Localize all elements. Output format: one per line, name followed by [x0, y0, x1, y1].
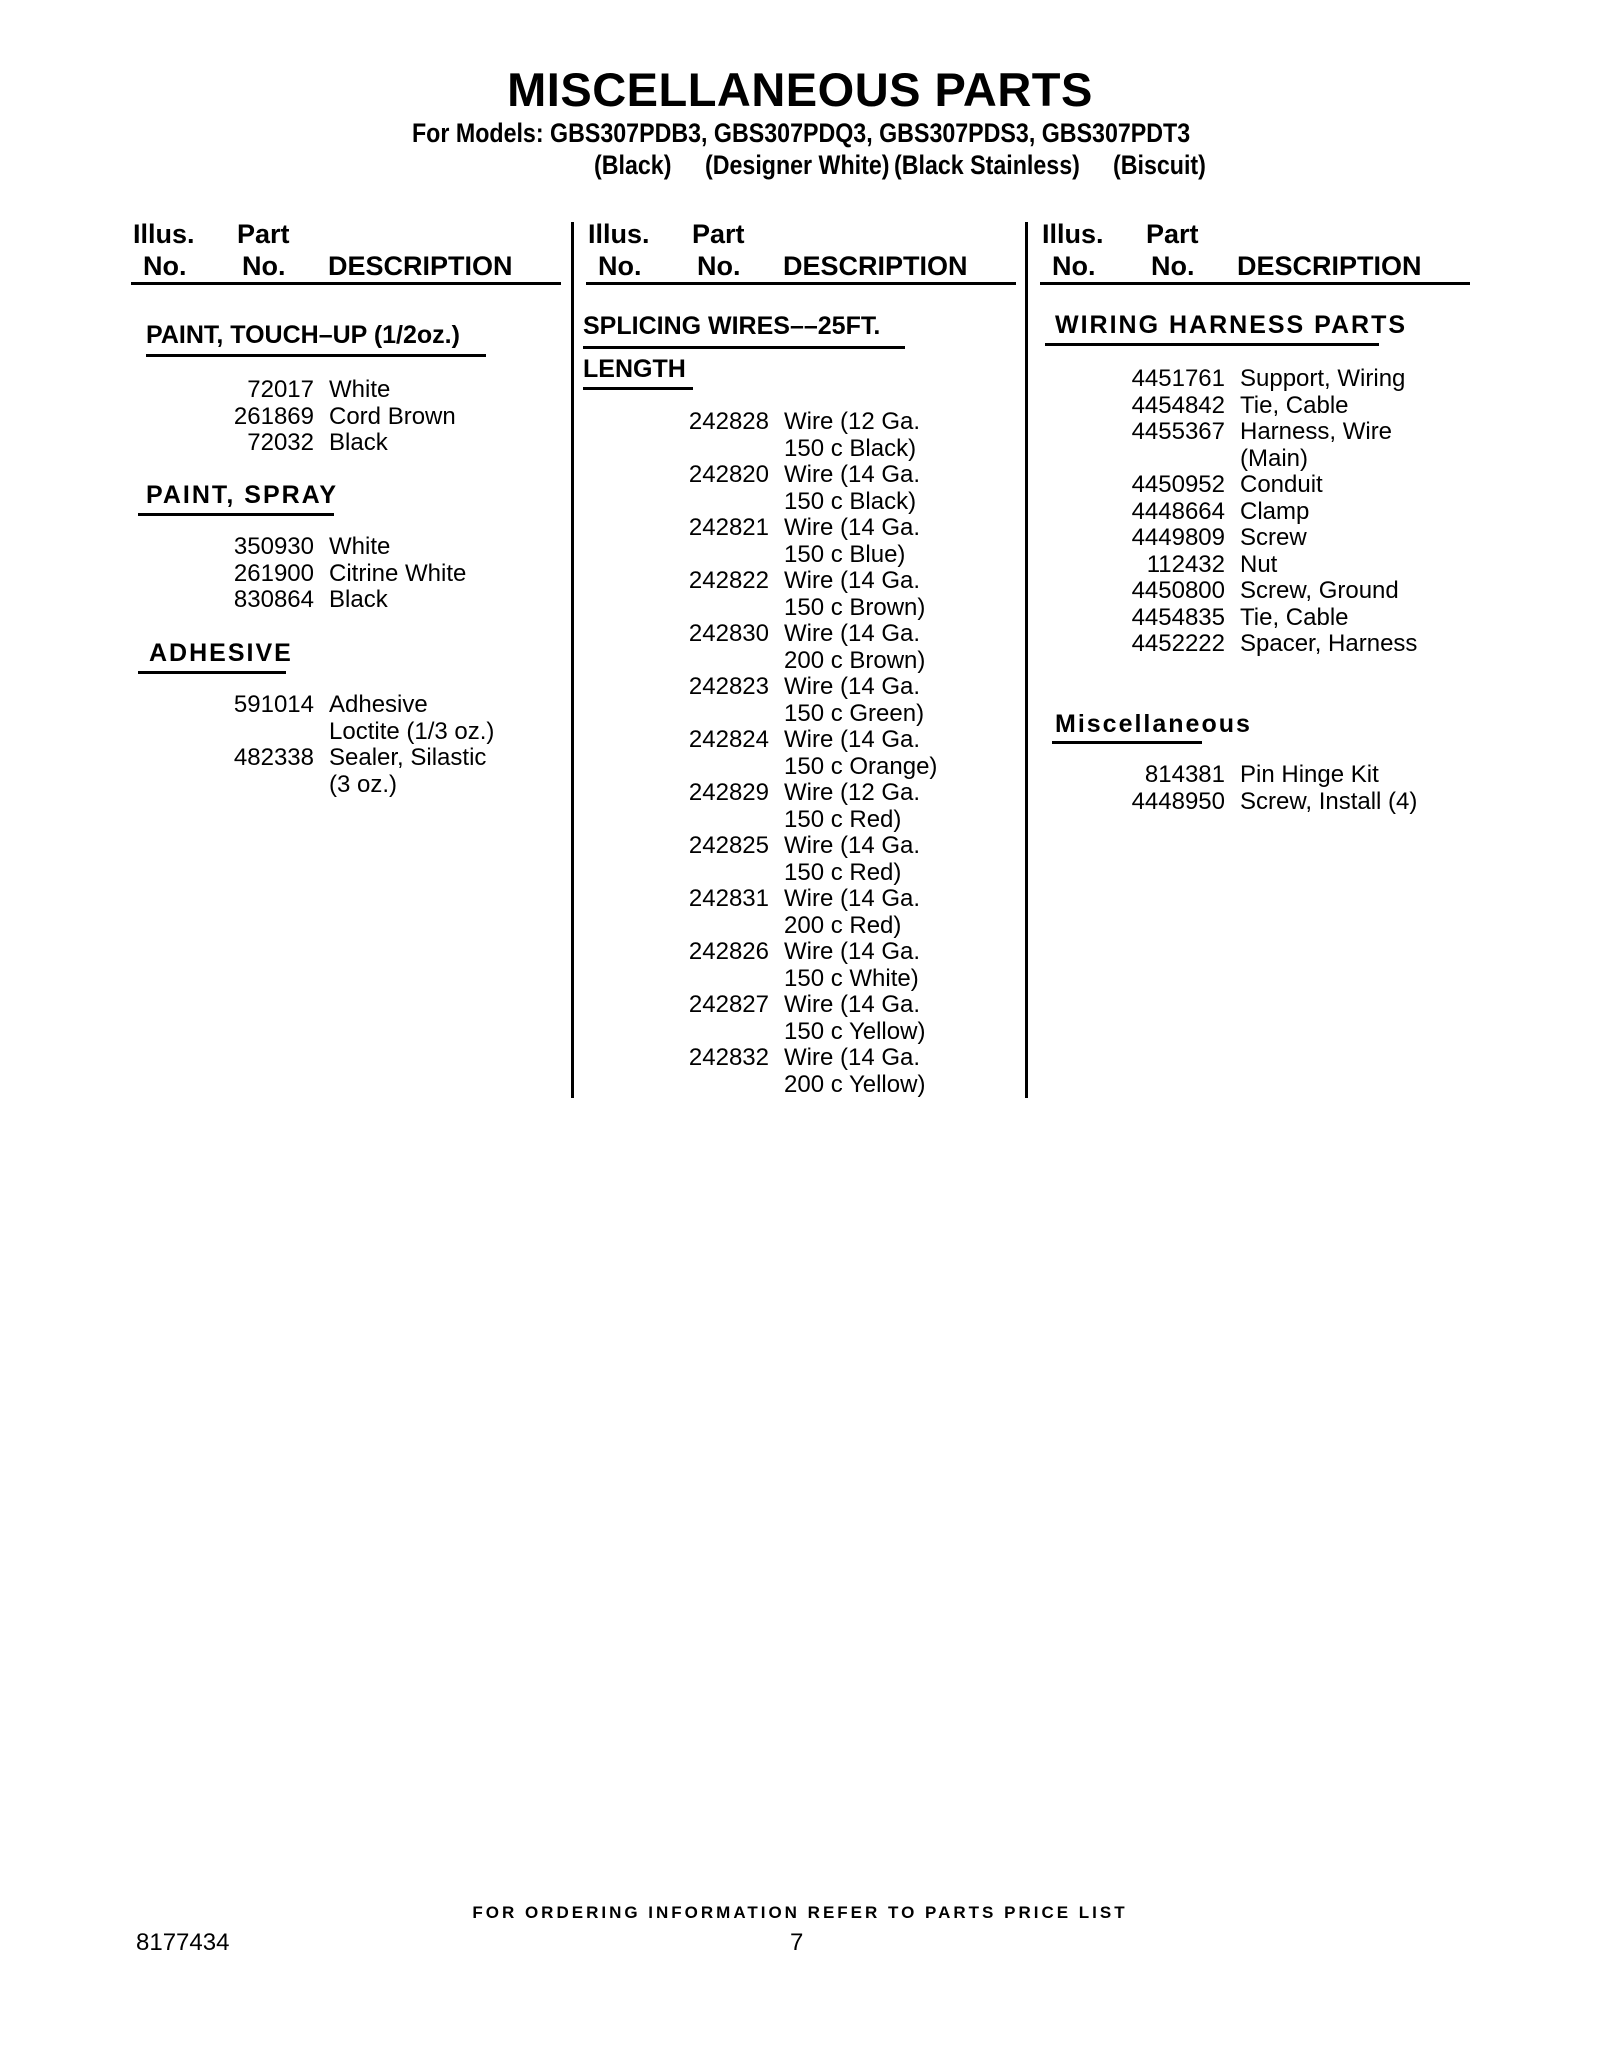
part-row: [1091, 499, 1417, 526]
part-description: Wire (14 Ga. 200 c Red): [784, 885, 921, 939]
part-number: 482338: [233, 744, 314, 771]
part-number: 4449809: [1131, 524, 1225, 551]
document-number: 8177434: [136, 1929, 230, 1956]
part-description: White: [329, 533, 391, 560]
part-description: Screw, Ground: [1240, 577, 1399, 604]
part-row: [1091, 789, 1417, 816]
section-underline: [583, 346, 905, 349]
model-color-black-stainless: (Black Stainless): [894, 150, 1080, 180]
ordering-note: FOR ORDERING INFORMATION REFER TO PARTS PRICE LIST: [472, 1903, 1128, 1922]
part-row: [180, 561, 466, 588]
part-row: [636, 515, 937, 568]
part-description: Wire (14 Ga. 150 c Red): [784, 832, 921, 886]
part-row: [180, 692, 494, 745]
part-number: 242829: [688, 779, 769, 806]
section-underline: [138, 513, 334, 516]
part-description: Wire (14 Ga. 200 c Brown): [784, 620, 926, 674]
column-divider: [1025, 222, 1028, 1098]
part-description: White: [329, 376, 391, 403]
header-description-label: DESCRIPTION: [783, 251, 968, 281]
part-number: 242828: [688, 408, 769, 435]
part-number: 72017: [247, 376, 314, 403]
part-row: [636, 886, 937, 939]
header-part-no-label: No.: [697, 251, 741, 281]
part-number: 4448664: [1131, 497, 1225, 525]
header-rule: [586, 282, 1016, 285]
part-row: [1091, 578, 1417, 605]
part-description: Pin Hinge Kit: [1240, 761, 1379, 788]
part-row: [1091, 762, 1417, 789]
section-heading-paint-touch-up: PAINT, TOUCH–UP (1/2oz.): [146, 321, 460, 349]
part-row: [636, 568, 937, 621]
part-description: Black: [329, 586, 388, 613]
part-description: Spacer, Harness: [1240, 630, 1418, 657]
part-description: Wire (14 Ga. 150 c Green): [784, 673, 925, 727]
part-description: Wire (14 Ga. 200 c Yellow): [784, 1044, 926, 1098]
part-number: 814381: [1144, 761, 1225, 788]
part-description: Clamp: [1240, 497, 1310, 525]
part-row: [1091, 419, 1417, 472]
part-row: [636, 462, 937, 515]
part-number: 261869: [233, 402, 314, 430]
part-number: 112432: [1146, 550, 1225, 578]
part-number: 242825: [688, 832, 769, 859]
part-row: [636, 621, 937, 674]
part-row: [636, 409, 937, 462]
section-underline: [1052, 741, 1202, 744]
header-rule: [131, 282, 561, 285]
part-description: Tie, Cable: [1240, 603, 1349, 631]
part-number: 242832: [688, 1044, 769, 1071]
part-number: 830864: [233, 586, 314, 613]
model-color-designer-white: (Designer White): [705, 150, 890, 180]
part-number: 242821: [688, 514, 769, 541]
part-number: 591014: [233, 691, 314, 718]
header-part-label: Part: [692, 219, 745, 249]
part-number: 242824: [688, 726, 769, 753]
section-underline: [138, 671, 286, 674]
part-description: Wire (14 Ga. 150 c Blue): [784, 514, 921, 568]
part-number: 4455367: [1131, 418, 1225, 445]
part-row: [636, 727, 937, 780]
part-number: 4451761: [1131, 365, 1225, 392]
part-row: [180, 377, 456, 404]
part-description: Adhesive Loctite (1/3 oz.): [329, 691, 495, 745]
part-description: Citrine White: [329, 559, 467, 587]
part-number: 242830: [688, 620, 769, 647]
part-number: 242820: [688, 461, 769, 488]
header-illus-no-label: No.: [598, 251, 642, 281]
part-row: [1091, 552, 1417, 579]
part-description: Support, Wiring: [1240, 365, 1406, 392]
part-description: Black: [329, 429, 388, 456]
part-row: [636, 674, 937, 727]
part-number: 4450952: [1131, 471, 1225, 498]
part-number: 4454842: [1131, 391, 1225, 419]
part-number: 242822: [688, 567, 769, 594]
parts-list-splicing-wires: [636, 409, 937, 1098]
section-heading-splicing-wires-length: LENGTH: [583, 355, 686, 383]
section-heading-miscellaneous: Miscellaneous: [1055, 710, 1252, 738]
section-heading-wiring-harness: WIRING HARNESS PARTS: [1055, 311, 1408, 339]
part-number: 4452222: [1131, 630, 1225, 657]
part-description: Wire (12 Ga. 150 c Red): [784, 779, 921, 833]
part-row: [1091, 605, 1417, 632]
header-illus-label: Illus.: [588, 219, 650, 249]
header-illus-label: Illus.: [1042, 219, 1104, 249]
header-illus-label: Illus.: [133, 219, 195, 249]
part-description: Wire (14 Ga. 150 c Brown): [784, 567, 926, 621]
part-number: 242831: [688, 885, 769, 912]
part-row: [180, 430, 456, 457]
part-row: [180, 404, 456, 431]
part-row: [1091, 525, 1417, 552]
part-row: [636, 939, 937, 992]
part-row: [636, 1045, 937, 1098]
page-title: MISCELLANEOUS PARTS: [507, 63, 1093, 116]
header-part-label: Part: [1146, 219, 1199, 249]
part-number: 261900: [233, 559, 314, 587]
part-row: [180, 587, 466, 614]
models-line: For Models: GBS307PDB3, GBS307PDQ3, GBS307PDS3, GBS307PDT3: [412, 118, 1191, 148]
header-part-label: Part: [237, 219, 290, 249]
part-description: Screw: [1240, 524, 1307, 551]
part-number: 4450800: [1131, 577, 1225, 604]
header-part-no-label: No.: [242, 251, 286, 281]
part-number: 4448950: [1131, 787, 1225, 815]
part-description: Wire (14 Ga. 150 c Yellow): [784, 991, 926, 1045]
part-row: [636, 992, 937, 1045]
part-row: [636, 780, 937, 833]
section-underline: [146, 354, 486, 357]
part-row: [1091, 393, 1417, 420]
part-description: Wire (14 Ga. 150 c Black): [784, 461, 921, 515]
part-description: Wire (14 Ga. 150 c White): [784, 938, 921, 992]
part-number: 4454835: [1131, 603, 1225, 631]
parts-list-wiring-harness: [1091, 366, 1417, 658]
header-illus-no-label: No.: [1052, 251, 1096, 281]
part-row: [636, 833, 937, 886]
part-number: 72032: [247, 429, 314, 456]
page-number: 7: [790, 1929, 804, 1956]
part-description: Harness, Wire (Main): [1240, 418, 1393, 472]
section-heading-splicing-wires: SPLICING WIRES––25FT.: [583, 312, 881, 340]
column-divider: [571, 222, 574, 1098]
part-row: [180, 534, 466, 561]
parts-list-miscellaneous: [1091, 762, 1417, 815]
part-description: Screw, Install (4): [1240, 787, 1418, 815]
part-row: [1091, 631, 1417, 658]
header-illus-no-label: No.: [143, 251, 187, 281]
part-description: Conduit: [1240, 471, 1323, 498]
header-rule: [1040, 282, 1470, 285]
part-description: Wire (12 Ga. 150 c Black): [784, 408, 921, 462]
part-number: 350930: [233, 533, 314, 560]
section-heading-paint-spray: PAINT, SPRAY: [146, 481, 339, 509]
part-row: [1091, 366, 1417, 393]
part-number: 242827: [688, 991, 769, 1018]
part-description: Nut: [1240, 550, 1278, 578]
section-underline: [583, 387, 693, 390]
section-heading-adhesive: ADHESIVE: [149, 639, 293, 667]
part-row: [1091, 472, 1417, 499]
model-color-black: (Black): [594, 150, 672, 180]
parts-list-adhesive: [180, 692, 494, 798]
parts-list-paint-touch-up: [180, 377, 456, 457]
parts-list-paint-spray: [180, 534, 466, 614]
part-description: Sealer, Silastic (3 oz.): [329, 744, 487, 798]
header-description-label: DESCRIPTION: [1237, 251, 1422, 281]
header-description-label: DESCRIPTION: [328, 251, 513, 281]
model-color-biscuit: (Biscuit): [1113, 150, 1206, 180]
part-description: Cord Brown: [329, 402, 456, 430]
part-row: [180, 745, 494, 798]
part-description: Wire (14 Ga. 150 c Orange): [784, 726, 938, 780]
part-number: 242823: [688, 673, 769, 700]
header-part-no-label: No.: [1151, 251, 1195, 281]
part-number: 242826: [688, 938, 769, 965]
part-description: Tie, Cable: [1240, 391, 1349, 419]
section-underline: [1045, 343, 1379, 346]
